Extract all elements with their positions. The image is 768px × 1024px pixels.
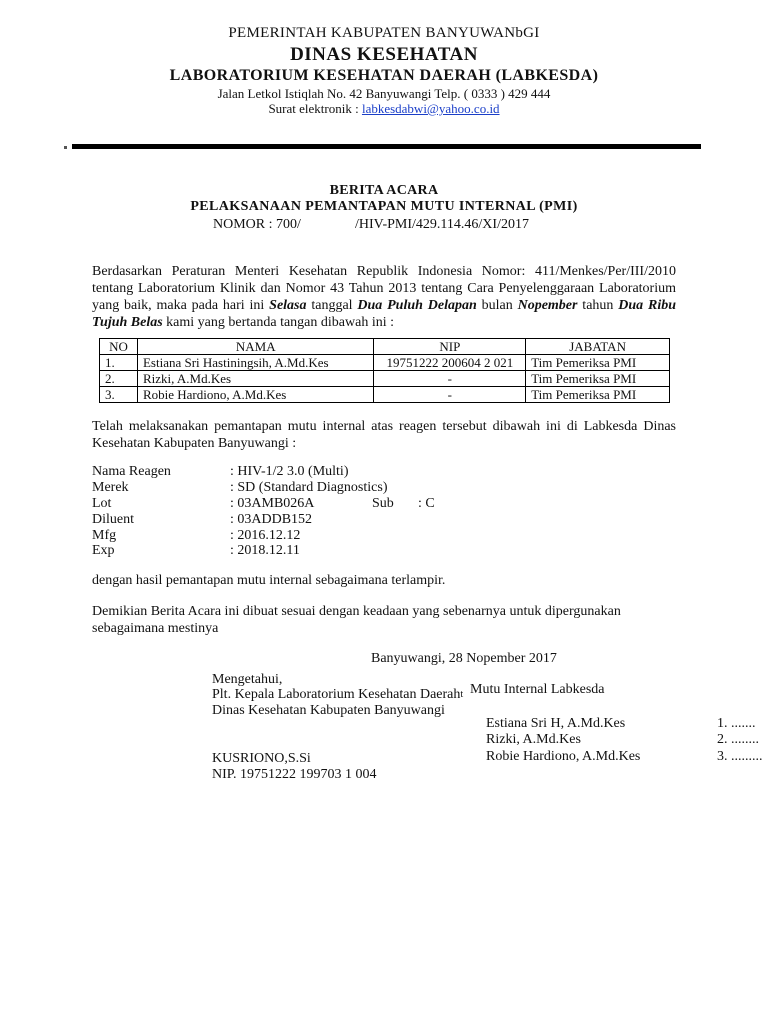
acknowledgement-label: Mengetahui, [212,672,283,687]
staff-table [99,338,670,403]
email-label: Surat elektronik : [268,101,362,116]
email-link[interactable]: labkesdabwi@yahoo.co.id [361,101,500,116]
table-cell-nip: - [374,371,526,387]
document-number-value: /HIV-PMI/429.114.46/XI/2017 [355,217,529,232]
reagent-intro-paragraph: Telah melaksanakan pemantapan mutu internal atas reagen tersebut dibawah ini di Labkesda Dinas Kesehatan Kabupaten Banyuwangi : [92,419,676,451]
reagent-lot-value: : 03AMB026A [230,496,315,511]
table-cell-nama: Estiana Sri Hastiningsih, A.Md.Kes [137,355,374,371]
reagent-diluent-label: Diluent [92,512,134,527]
intro-text: Berdasarkan Peraturan Menteri Kesehatan Republik Indonesia Nomor: 411/Menkes/Per/III/2010 tentang Laboratorium Klinik dan Nomor 43 Tahun 2013 tentang Cara Penyelenggaraan Laboratorium yang baik, maka pada hari ini [92,264,676,313]
table-header-nama: NAMA [137,339,374,355]
table-cell-jabatan: Tim Pemeriksa PMI [526,371,670,387]
intro-paragraph [92,263,676,331]
signatory-department: Dinas Kesehatan Kabupaten Banyuwangi [212,703,445,718]
closing-paragraph: Demikian Berita Acara ini dibuat sesuai dengan keadaan yang sebenarnya untuk dipergunakan sebagaimana mestinya [92,604,621,636]
signatory-position [212,686,463,703]
signatory-nip: NIP. 19751222 199703 1 004 [212,767,377,782]
table-cell-nama: Robie Hardiono, A.Md.Kes [137,387,374,403]
table-row [100,371,670,387]
signatory-name: KUSRIONO,S.Si [212,751,311,766]
intro-text: bulan [476,298,518,313]
result-statement: dengan hasil pemantapan mutu internal sebagaimana terlampir. [92,573,446,588]
letterhead-email-line [0,101,768,117]
reagent-lot-label: Lot [92,496,112,511]
table-cell-no: 3. [100,387,138,403]
document-subtitle: PELAKSANAAN PEMANTAPAN MUTU INTERNAL (PMI) [190,199,578,214]
document-number-label: NOMOR : 700/ [213,217,301,232]
document-title: BERITA ACARA [329,183,439,198]
letterhead-address: Jalan Letkol Istiqlah No. 42 Banyuwangi Telp. ( 0333 ) 429 444 [217,86,551,101]
signatory-position-text: Plt. Kepala Laboratorium Kesehatan Daerah [212,687,461,702]
letterhead-divider [72,144,701,149]
table-cell-jabatan: Tim Pemeriksa PMI [526,387,670,403]
reagent-mfg-value: : 2016.12.12 [230,528,301,543]
table-cell-no: 1. [100,355,138,371]
reagent-name-label: Nama Reagen [92,464,171,479]
letterhead-laboratory: LABORATORIUM KESEHATAN DAERAH (LABKESDA) [169,67,599,84]
team-member-name: Estiana Sri H, A.Md.Kes [486,716,626,731]
intro-text: tanggal [306,298,358,313]
reagent-brand-value: : SD (Standard Diagnostics) [230,480,388,495]
reagent-sub-label: Sub [372,496,394,511]
table-cell-nama: Rizki, A.Md.Kes [137,371,374,387]
table-cell-nip: - [374,387,526,403]
intro-day: Selasa [269,298,307,313]
table-header-row [100,339,670,355]
table-row [100,355,670,371]
place-date: Banyuwangi, 28 Nopember 2017 [371,651,557,666]
team-title: Mutu Internal Labkesda [470,682,605,697]
letterhead-government: PEMERINTAH KABUPATEN BANYUWANbGI [228,25,540,41]
team-member-name: Rizki, A.Md.Kes [486,732,581,747]
team-member-signature-line: 2. ........ [717,732,759,747]
team-member-name: Robie Hardiono, A.Md.Kes [486,749,641,764]
intro-year: Dua Ribu Tujuh Belas [92,298,677,330]
table-header-no: NO [100,339,138,355]
reagent-sub-value: : C [418,496,435,511]
team-title-fragment: t [460,689,464,700]
reagent-brand-label: Merek [92,480,129,495]
intro-text: tahun [577,298,619,313]
intro-text: kami yang bertanda tangan dibawah ini : [162,315,394,330]
reagent-exp-value: : 2018.12.11 [230,543,300,558]
team-member-signature-line: 3. ......... [717,749,763,764]
intro-month: Nopember [517,298,578,313]
intro-date: Dua Puluh Delapan [357,298,477,313]
table-row [100,387,670,403]
reagent-exp-label: Exp [92,543,115,558]
table-header-jabatan: JABATAN [526,339,670,355]
table-cell-jabatan: Tim Pemeriksa PMI [526,355,670,371]
team-member-signature-line: 1. ....... [717,716,756,731]
reagent-name-value: : HIV-1/2 3.0 (Multi) [230,464,349,479]
reagent-diluent-value: : 03ADDB152 [230,512,313,527]
table-cell-nip: 19751222 200604 2 021 [374,355,526,371]
reagent-mfg-label: Mfg [92,528,117,543]
letterhead-department: DINAS KESEHATAN [290,44,478,65]
stray-mark [64,146,67,149]
table-header-nip: NIP [374,339,526,355]
table-cell-no: 2. [100,371,138,387]
